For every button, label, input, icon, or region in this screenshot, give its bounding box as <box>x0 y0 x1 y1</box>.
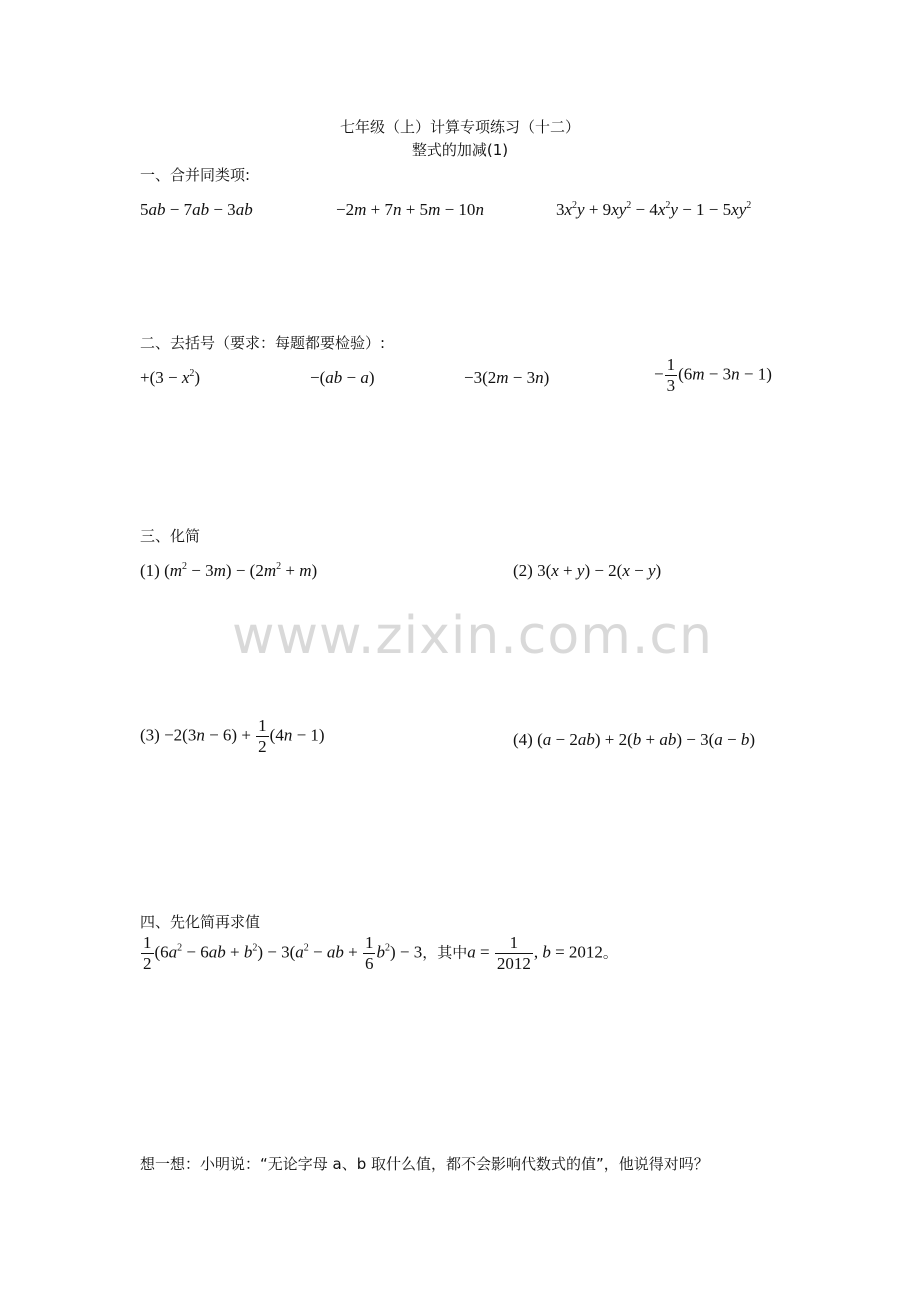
problem-label-2: (2) <box>513 561 533 580</box>
watermark: www.zixin.com.cn <box>232 606 713 666</box>
expr-3-2: (2) 3(x + y) − 2(x − y) <box>513 561 662 580</box>
page-subtitle: 整式的加减(1) <box>411 141 509 159</box>
section-2-heading: 二、去括号（要求：每题都要检验）: <box>140 334 386 352</box>
expr-3-1: (1) $(m^2 - 3m) - (2m^2 + m)$ <box>140 561 318 580</box>
end-mark: 。 <box>602 943 618 962</box>
problem-label-3: (3) <box>140 725 160 745</box>
problem-label-1: (1) <box>140 561 160 580</box>
section-4-heading: 四、先化简再求值 <box>140 913 261 931</box>
expr-2-4: − $\frac{1}{3}$ (6m − 3n − 1) <box>654 355 772 395</box>
expr-1-1: 5ab − 7ab − 3ab <box>140 200 253 219</box>
expr-1-2: −2m + 7n + 5m − 10n <box>336 200 484 219</box>
expr-3-4: (4) (a − 2ab) + 2(b + ab) − 3(a − b) <box>513 730 756 749</box>
section-1-heading: 一、合并同类项: <box>140 166 251 184</box>
page-title: 七年级（上）计算专项练习（十二） <box>339 118 580 136</box>
problem-label-4: (4) <box>513 730 533 749</box>
think-question: 想一想：小明说：“无论字母 a、b 取什么值，都不会影响代数式的值”，他说得对吗？ <box>140 1155 709 1173</box>
expr-4: $\frac{1}{2}$ $(6a^2 - 6ab + b^2) - 3(a^2$ − ab + $\frac{1}{6}$ $b^2) - 3$，其中a = $\frac{1}{2012}$ , b = 2012。 <box>143 933 618 973</box>
expr-3-3: (3) −2(3n − 6) + $\frac{1}{2}$ (4n − 1) <box>140 716 325 756</box>
where-text: ，其中 <box>422 943 468 962</box>
expr-2-2: −(ab − a) <box>310 368 375 387</box>
expr-2-3: −3(2m − 3n) <box>464 368 550 387</box>
expr-2-1: $+(3 - x^2)$ <box>140 368 201 387</box>
section-3-heading: 三、化简 <box>140 527 201 545</box>
expr-1-3: $3x^2y + 9xy^2 - 4x^2y - 1 - 5xy^2$ <box>556 200 752 219</box>
